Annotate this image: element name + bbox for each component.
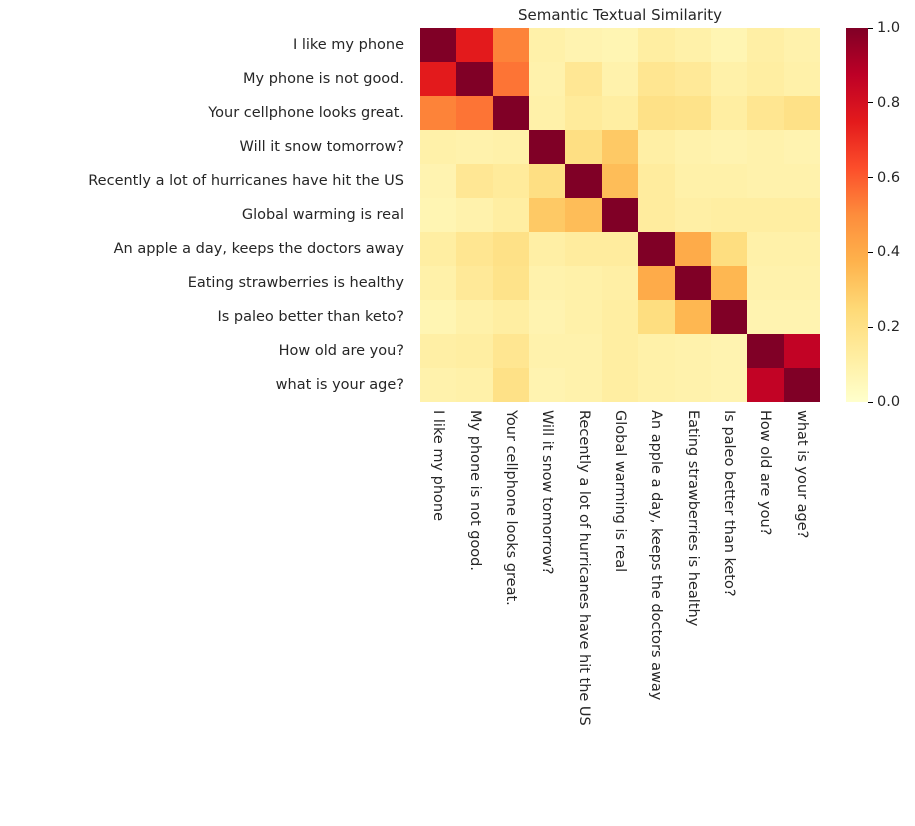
heatmap-cell [456,266,492,300]
heatmap-cell [784,62,820,96]
heatmap-cell [456,334,492,368]
x-tick-label: My phone is not good. [466,410,483,571]
y-tick-label: Your cellphone looks great. [208,105,404,121]
y-tick-label: Is paleo better than keto? [217,309,404,325]
heatmap-cell [638,334,674,368]
heatmap-cell [529,28,565,62]
heatmap-cell [420,198,456,232]
colorbar-gradient [846,28,868,402]
colorbar [846,28,868,402]
colorbar-tick [868,394,900,410]
heatmap-cell [747,368,783,402]
heatmap-cell [420,164,456,198]
heatmap-cell [711,96,747,130]
heatmap-cell [565,334,601,368]
heatmap-cell [675,232,711,266]
heatmap-cell [711,300,747,334]
heatmap-cell [638,28,674,62]
heatmap-cell [784,96,820,130]
heatmap-cell [747,232,783,266]
heatmap-cell [747,96,783,130]
heatmap-cell [565,232,601,266]
heatmap-cell [565,368,601,402]
colorbar-tick [868,95,900,111]
heatmap-cell [456,130,492,164]
heatmap-cell [711,334,747,368]
heatmap-cell [456,28,492,62]
heatmap-cell [456,164,492,198]
y-tick-label: Global warming is real [241,207,404,223]
x-tick-label: Will it snow tomorrow? [539,410,556,575]
heatmap-cell [784,130,820,164]
heatmap-cell [602,96,638,130]
heatmap-cell [602,28,638,62]
heatmap-cell [784,28,820,62]
x-tick-label: I like my phone [430,410,447,522]
heatmap-cell [456,198,492,232]
heatmap-cell [602,266,638,300]
heatmap-cell [784,368,820,402]
heatmap-cell [493,28,529,62]
heatmap-cell [747,164,783,198]
heatmap-cell [675,300,711,334]
heatmap-cell [711,198,747,232]
heatmap-cell [456,96,492,130]
x-axis-tick-labels [420,404,820,814]
x-tick-label-slot [638,404,674,814]
colorbar-tick-text: 0.8 [877,94,901,111]
colorbar-tick-text: 0.6 [877,169,901,186]
heatmap-cell [675,164,711,198]
heatmap-cell [529,96,565,130]
y-axis-tick-labels [0,28,412,402]
heatmap-cell [784,198,820,232]
heatmap-cell [602,62,638,96]
x-tick-label: Eating strawberries is healthy [684,410,701,627]
heatmap-cell [638,232,674,266]
heatmap-cell [747,266,783,300]
colorbar-tick-labels [868,20,914,410]
y-tick-label: My phone is not good. [243,71,404,87]
heatmap-cell [711,164,747,198]
heatmap-cell [529,232,565,266]
heatmap-cell [529,164,565,198]
colorbar-tick-mark [868,177,873,178]
heatmap-cell [493,198,529,232]
x-tick-label: Is paleo better than keto? [721,410,738,597]
heatmap-cell [675,62,711,96]
colorbar-tick-mark [868,402,873,403]
heatmap-cell [420,130,456,164]
y-tick-label: I like my phone [292,37,404,53]
heatmap-cell [529,266,565,300]
heatmap-cell [420,266,456,300]
heatmap-cell [675,96,711,130]
heatmap-cell [565,62,601,96]
heatmap-cell [565,164,601,198]
heatmap-cell [675,198,711,232]
heatmap-grid [420,28,820,402]
heatmap-cell [602,130,638,164]
heatmap-cell [493,96,529,130]
heatmap-cell [529,130,565,164]
x-tick-label: How old are you? [757,410,774,536]
heatmap-cell [747,198,783,232]
x-tick-label-slot [493,404,529,814]
heatmap-cell [747,62,783,96]
colorbar-tick-text: 0.4 [877,244,901,261]
heatmap-cell [493,266,529,300]
heatmap-cell [420,368,456,402]
heatmap-cell [493,130,529,164]
heatmap-cell [493,368,529,402]
heatmap-cell [529,334,565,368]
colorbar-tick-mark [868,28,873,29]
colorbar-tick [868,170,900,186]
y-tick-label: Will it snow tomorrow? [239,139,404,155]
heatmap-cell [529,300,565,334]
heatmap-cell [675,28,711,62]
heatmap-cell [420,232,456,266]
heatmap-cell [493,334,529,368]
heatmap-cell [638,198,674,232]
heatmap-cell [602,334,638,368]
heatmap-cell [602,300,638,334]
heatmap-cell [638,96,674,130]
heatmap-cell [675,368,711,402]
heatmap-cell [638,164,674,198]
heatmap-cell [711,62,747,96]
heatmap-cell [602,198,638,232]
heatmap-cell [675,130,711,164]
y-tick-label: How old are you? [278,343,404,359]
heatmap-cell [638,266,674,300]
heatmap-cell [565,96,601,130]
heatmap-cell [420,28,456,62]
y-tick-label: Eating strawberries is healthy [187,275,404,291]
x-tick-label: what is your age? [793,410,810,539]
colorbar-tick-mark [868,102,873,103]
heatmap-cell [747,130,783,164]
x-tick-label: Global warming is real [611,410,628,573]
heatmap-cell [602,232,638,266]
x-tick-label: Your cellphone looks great. [502,410,519,606]
heatmap-cell [711,368,747,402]
colorbar-tick-mark [868,252,873,253]
y-tick-label: Recently a lot of hurricanes have hit the US [88,173,404,189]
x-tick-label-slot [675,404,711,814]
heatmap-cell [565,300,601,334]
colorbar-tick [868,244,900,260]
heatmap-cell [711,28,747,62]
heatmap-cell [784,266,820,300]
heatmap-cell [456,232,492,266]
x-tick-label-slot [420,404,456,814]
heatmap-cell [456,300,492,334]
heatmap-cell [456,368,492,402]
x-tick-label-slot [456,404,492,814]
heatmap-cell [493,232,529,266]
heatmap-cell [711,130,747,164]
y-tick-label: An apple a day, keeps the doctors away [113,241,404,257]
heatmap-cell [675,334,711,368]
chart-title: Semantic Textual Similarity [517,6,723,24]
heatmap-cell [420,62,456,96]
heatmap-cell [529,198,565,232]
x-tick-label-slot [711,404,747,814]
x-tick-label-slot [602,404,638,814]
heatmap-cell [565,28,601,62]
heatmap-cell [420,334,456,368]
x-tick-label-slot [529,404,565,814]
colorbar-tick-text: 1.0 [877,20,901,36]
heatmap-cell [602,164,638,198]
colorbar-tick-text: 0.0 [877,394,901,410]
heatmap-cell [602,368,638,402]
colorbar-tick-mark [868,327,873,328]
x-tick-label: Recently a lot of hurricanes have hit the US [575,410,592,726]
colorbar-tick-text: 0.2 [877,319,901,336]
heatmap-cell [784,300,820,334]
heatmap-cell [784,232,820,266]
heatmap-cell [493,300,529,334]
heatmap-cell [638,62,674,96]
heatmap-cell [711,266,747,300]
heatmap-cell [784,164,820,198]
heatmap-cell [529,368,565,402]
x-tick-label-slot [784,404,820,814]
heatmap-cell [493,62,529,96]
heatmap-cell [529,62,565,96]
heatmap-cell [493,164,529,198]
heatmap-cell [565,130,601,164]
heatmap-cell [784,334,820,368]
heatmap-cell [565,198,601,232]
colorbar-tick [868,20,900,36]
heatmap-cell [638,300,674,334]
x-tick-label-slot [565,404,601,814]
x-tick-label-slot [747,404,783,814]
heatmap-cell [747,300,783,334]
y-tick-label: what is your age? [275,377,404,393]
heatmap-cell [747,334,783,368]
heatmap-cell [638,368,674,402]
heatmap-cell [675,266,711,300]
heatmap-cell [638,130,674,164]
heatmap-cell [420,300,456,334]
heatmap-cell [711,232,747,266]
heatmap-cell [565,266,601,300]
heatmap-cell [420,96,456,130]
colorbar-tick [868,319,900,335]
heatmap-cell [456,62,492,96]
x-tick-label: An apple a day, keeps the doctors away [648,410,665,701]
heatmap-cell [747,28,783,62]
